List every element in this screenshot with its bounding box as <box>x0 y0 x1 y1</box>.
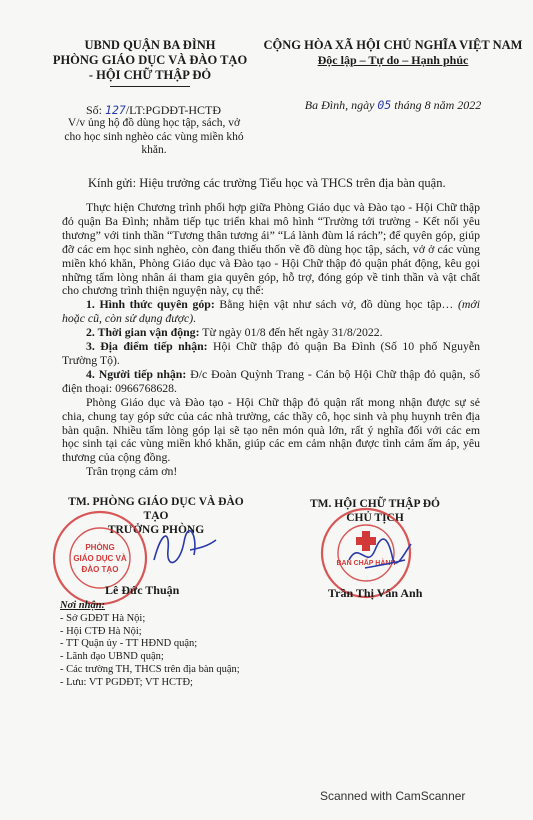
recipient-item: - Lưu: VT PGDĐT; VT HCTĐ; <box>60 676 193 688</box>
national-header <box>262 38 524 68</box>
right-signature-org: TM. HỘI CHỮ THẬP ĐỎ <box>309 498 441 510</box>
scanner-watermark: Scanned with CamScanner <box>320 789 466 803</box>
recipient-item: - Hội CTĐ Hà Nội; <box>60 625 142 637</box>
svg-text:BAN CHẤP HÀNH: BAN CHẤP HÀNH <box>336 560 396 567</box>
closing-paragraph: Phòng Giáo dục và Đào tạo - Hội Chữ thập đỏ quận rất mong nhận được sự sẻ chia, chung tay góp sức của các nhà trường, các thầy cô, học sinh và phụ huynh trên địa bàn quận. Nhiều tấm lòng góp lại sẽ tạo nên món quà lớn, rất ý nghĩa đối với các em học sinh tại các vùng miền khó khăn, giúp các em cảm nhận được tình cảm ấm áp, yêu thương của cộng đồng. <box>62 394 480 465</box>
date-suffix: tháng 8 năm 2022 <box>394 98 482 112</box>
doc-number-handwritten: 127 <box>105 103 126 117</box>
date-day-handwritten: 05 <box>377 98 392 112</box>
item-2: 2. Thời gian vận động: Từ ngày 01/8 đến hết ngày 31/8/2022. <box>86 325 383 340</box>
document-subject: V/v ủng hộ đồ dùng học tập, sách, vở cho học sinh nghèo các vùng miền khó khăn. <box>64 117 244 156</box>
issuer-line-2: PHÒNG GIÁO DỤC VÀ ĐÀO TẠO <box>52 53 248 67</box>
recipient-item: - Lãnh đạo UBND quận; <box>60 651 164 663</box>
recipient-item: - TT Quận ủy - TT HĐND quận; <box>60 638 198 650</box>
issuer-underline <box>110 86 190 87</box>
right-signer-name: Trần Thị Vân Anh <box>328 586 423 600</box>
issuer-header <box>40 38 260 87</box>
svg-text:ĐÀO TẠO: ĐÀO TẠO <box>81 565 119 574</box>
right-handwritten-signature <box>345 530 415 580</box>
recipients-block <box>60 600 240 690</box>
left-signer-name: Lê Đức Thuận <box>105 583 180 597</box>
national-title: CỘNG HÒA XÃ HỘI CHỦ NGHĨA VIỆT NAM <box>263 38 523 52</box>
recipient-item: - Sở GDĐT Hà Nội; <box>60 612 146 624</box>
doc-number-suffix: /LT:PGDĐT-HCTĐ <box>125 103 221 117</box>
doc-number-prefix: Số: <box>86 103 103 117</box>
right-signature-role: CHỦ TỊCH <box>346 512 404 524</box>
item-3: 3. Địa điểm tiếp nhận: Hội Chữ thập đỏ quận Ba Đình (Số 10 phố Nguyễn Trường Tộ). <box>62 339 480 367</box>
thanks-line: Trân trọng cảm ơn! <box>86 464 178 479</box>
addressee: Kính gửi: Hiệu trưởng các trường Tiểu học và THCS trên địa bàn quận. <box>88 176 446 190</box>
document-date <box>268 98 518 113</box>
intro-paragraph: Thực hiện Chương trình phối hợp giữa Phòng Giáo dục và Đào tạo - Hội Chữ thập đỏ quận Ba Đình; nhằm tiếp tục triển khai mô hình “Trường tới trường - Kết nối yêu thương” với tinh thần “Tương thân tương ái” “Lá lành đùm lá rách”; để quyên góp, giúp đỡ các em học sinh nghèo, còn đang thiếu thốn về đồ dùng học tập, sách, vở ở các vùng miền khó khăn, Phòng Giáo dục và Đào tạo - Hội Chữ thập đỏ quận phát động, kêu gọi những tấm lòng nhân ái tham gia quyên góp, hỗ trợ, đóng góp về tinh thần và vật chất cho chương trình thiện nguyện này, cụ thể: <box>62 200 480 298</box>
issuer-line-1: UBND QUẬN BA ĐÌNH <box>84 38 216 52</box>
document-body <box>62 201 480 479</box>
left-signature-org: TM. PHÒNG GIÁO DỤC VÀ ĐÀO TẠO <box>68 496 244 522</box>
left-signature-role: TRƯỞNG PHÒNG <box>107 524 205 536</box>
recipient-item: - Các trường TH, THCS trên địa bàn quận; <box>60 663 240 675</box>
national-motto: Độc lập – Tự do – Hạnh phúc <box>317 53 469 67</box>
issuer-line-3: - HỘI CHỮ THẬP ĐỎ <box>88 68 212 82</box>
document-number <box>86 103 221 118</box>
recipients-list <box>60 613 240 690</box>
svg-text:GIÁO DỤC VÀ: GIÁO DỤC VÀ <box>73 554 127 563</box>
svg-text:PHÒNG: PHÒNG <box>85 543 115 552</box>
left-handwritten-signature <box>150 520 220 575</box>
recipients-label: Nơi nhận: <box>60 600 106 611</box>
item-4: 4. Người tiếp nhận: Đ/c Đoàn Quỳnh Trang - Cán bộ Hội Chữ thập đỏ quận, số điện thoại: 0966768628. <box>62 366 481 395</box>
item-1: 1. Hình thức quyên góp: Bằng hiện vật như sách vở, đồ dùng học tập… (mới hoặc cũ, còn sử dụng được). <box>62 297 480 326</box>
date-prefix: Ba Đình, ngày <box>304 98 375 112</box>
